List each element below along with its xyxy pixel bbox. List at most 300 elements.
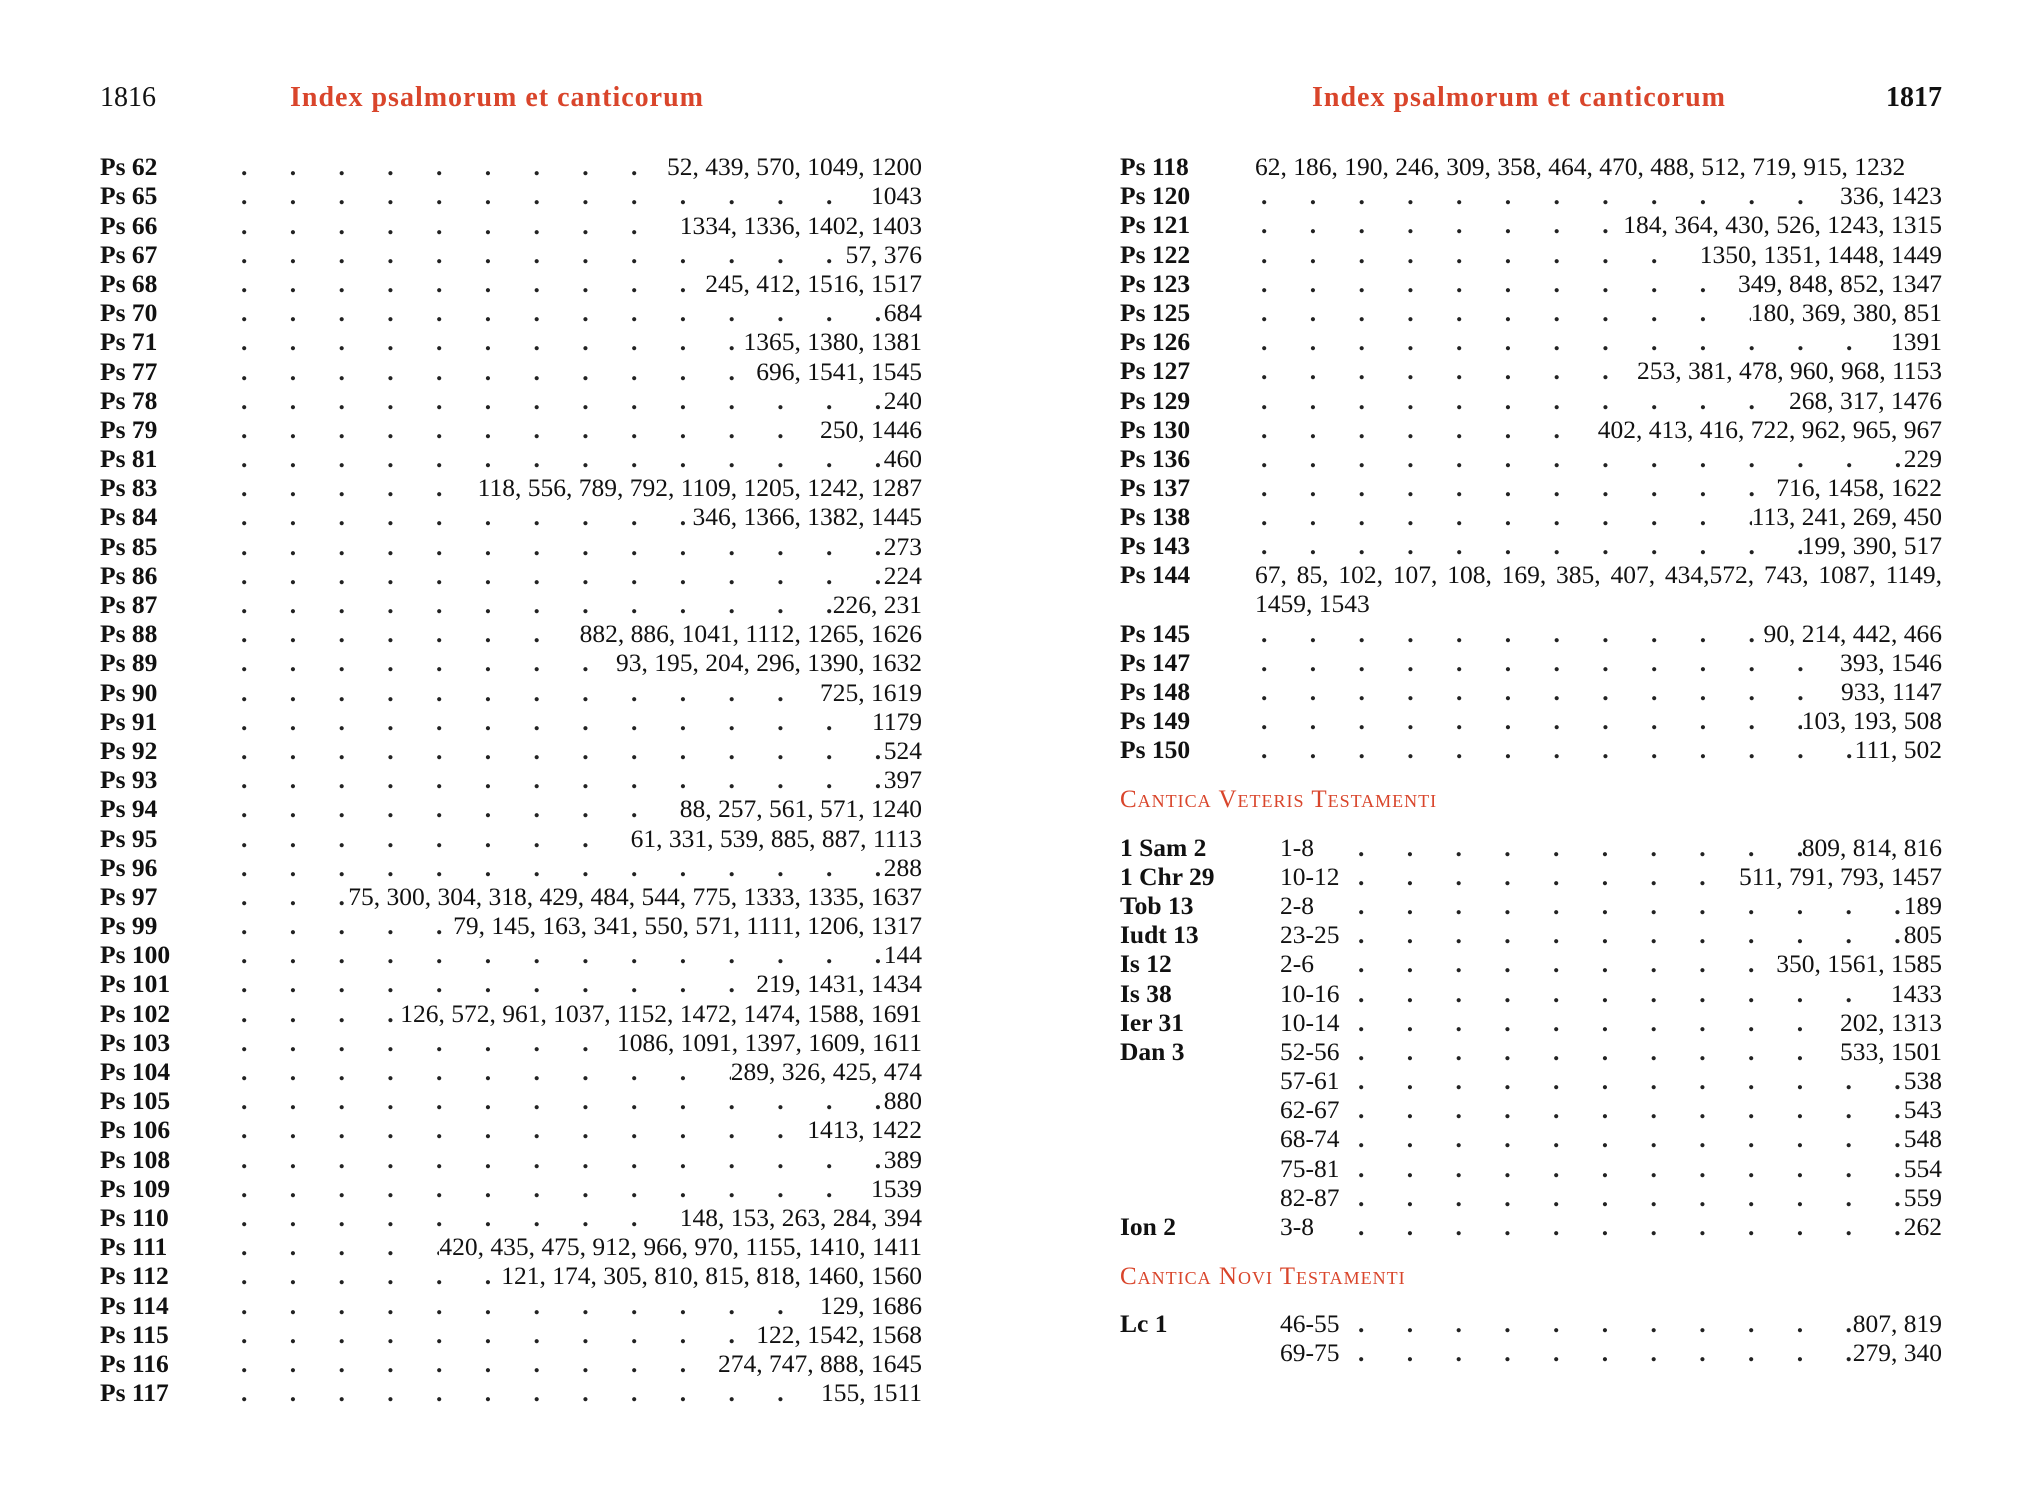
section-title-new-testament: Cantica Novi Testamenti [1120,1263,1406,1290]
dot-leader [235,240,846,269]
page-refs: 118, 556, 789, 792, 1109, 1205, 1242, 1287 [477,473,922,503]
dot-leader [235,911,453,940]
list-item [100,210,922,239]
page-refs: 548 [1903,1124,1942,1154]
dot-leader [235,969,756,998]
psalm-label: Ps 115 [100,1319,169,1349]
list-item [100,1349,922,1378]
list-item [1120,862,1942,891]
page-refs: 554 [1903,1153,1942,1183]
page-refs: 226, 231 [832,590,922,619]
page-refs: 279, 340 [1852,1338,1942,1368]
list-item [100,1057,922,1086]
list-item [1120,1095,1942,1124]
dot-leader [235,1115,807,1144]
list-item [100,736,922,765]
dot-leader [235,1232,439,1261]
list-item [1120,1037,1942,1066]
psalm-label: Ps 99 [100,911,158,941]
canticle-list [1120,1309,1942,1367]
book-label: Ier 31 [1120,1007,1184,1037]
dot-leader [1255,269,1738,298]
dot-leader [235,1203,680,1232]
page-refs: 460 [883,444,922,474]
psalm-label: Ps 67 [100,239,158,269]
psalm-label: Ps 109 [100,1173,171,1203]
dot-leader [235,1174,871,1203]
verse-range: 2-6 [1280,949,1314,979]
page-refs: 245, 412, 1516, 1517 [705,268,922,298]
list-item [1120,385,1942,414]
page-refs: 144 [883,940,922,970]
psalm-index-list [1120,152,1942,1367]
psalm-label: Ps 83 [100,473,158,503]
page-refs: 1539 [871,1173,922,1203]
dot-leader [1350,1066,1904,1095]
verse-range: 69-75 [1280,1338,1340,1368]
dot-leader [235,794,680,823]
psalm-label: Ps 121 [1120,210,1191,240]
list-item [1120,531,1942,560]
dot-leader [1255,444,1904,473]
verse-range: 82-87 [1280,1182,1340,1212]
dot-leader [1350,1309,1853,1338]
dot-leader [235,152,667,181]
running-head: Index psalmorum et canticorum [1312,82,1726,113]
psalm-label: Ps 150 [1120,735,1191,765]
page-refs: 262 [1903,1212,1942,1241]
list-item [100,677,922,706]
psalm-label: Ps 122 [1120,239,1191,269]
psalm-label: Ps 95 [100,823,158,853]
list-item [100,590,922,619]
page-refs: 389 [883,1144,922,1174]
list-item [100,940,922,969]
page-refs: 725, 1619 [820,677,922,707]
list-item [100,444,922,473]
list-item [1120,1212,1942,1241]
psalm-label: Ps 85 [100,531,158,561]
page-refs: 420, 435, 475, 912, 966, 970, 1155, 1410, 1411 [439,1232,922,1262]
page-refs: 274, 747, 888, 1645 [718,1348,922,1378]
list-item [1120,920,1942,949]
list-item [1120,356,1942,385]
page-refs: 1086, 1091, 1397, 1609, 1611 [616,1027,922,1057]
psalm-label: Ps 66 [100,210,158,240]
page-refs: 336, 1423 [1840,181,1942,211]
list-item [1120,949,1942,978]
page-refs: 219, 1431, 1434 [756,969,922,999]
dot-leader [235,940,884,969]
page-refs: 809, 814, 816 [1801,832,1942,862]
list-item [100,1290,922,1319]
page-refs: 184, 364, 430, 526, 1243, 1315 [1623,210,1942,240]
page-refs: 113, 241, 269, 450 [1751,502,1942,532]
page-refs: 122, 1542, 1568 [756,1319,922,1349]
dot-leader [1350,1037,1840,1066]
page-refs: 533, 1501 [1840,1036,1942,1066]
page-refs: 1433 [1891,978,1942,1008]
dot-leader [235,532,884,561]
list-item [1120,1066,1942,1095]
page-number: 1816 [100,82,156,113]
dot-leader [1350,949,1776,978]
book-label: Dan 3 [1120,1036,1185,1066]
page-refs: 273 [883,531,922,561]
list-item [1120,1124,1942,1153]
dot-leader [235,1145,884,1174]
psalm-label: Ps 65 [100,181,158,211]
page-refs: 189 [1903,890,1942,920]
dot-leader [1350,979,1891,1008]
page-refs: 397 [883,765,922,795]
list-item [1120,1008,1942,1037]
list-item [100,998,922,1027]
dot-leader [1255,181,1840,210]
psalm-label: Ps 117 [100,1378,169,1408]
list-item [1120,1153,1942,1182]
page-refs: 61, 331, 539, 885, 887, 1113 [630,823,922,853]
psalm-label: Ps 71 [100,327,158,357]
psalm-label: Ps 104 [100,1057,171,1086]
verse-range: 1-8 [1280,832,1314,862]
list-item [100,415,922,444]
page-refs: 393, 1546 [1840,647,1942,677]
psalm-label: Ps 94 [100,794,158,824]
list-item [1120,677,1942,706]
psalm-label: Ps 129 [1120,385,1191,415]
page-refs: 148, 153, 263, 284, 394 [679,1202,922,1232]
verse-range: 10-14 [1280,1007,1340,1037]
dot-leader [235,269,705,298]
psalm-label: Ps 102 [100,998,171,1028]
psalm-label: Ps 100 [100,940,171,970]
dot-leader [235,473,478,502]
psalm-label: Ps 77 [100,356,158,386]
psalm-label: Ps 149 [1120,706,1191,736]
psalm-label: Ps 78 [100,385,158,415]
page-refs: 805 [1903,920,1942,950]
dot-leader [235,1086,884,1115]
verse-range: 52-56 [1280,1036,1340,1066]
verse-range: 57-61 [1280,1066,1340,1096]
dot-leader [235,502,693,531]
list-item [1120,706,1942,735]
page-refs: 79, 145, 163, 341, 550, 571, 1111, 1206, 1317 [453,911,922,941]
page-refs: 129, 1686 [820,1290,922,1320]
psalm-label: Ps 136 [1120,443,1191,473]
list-item [100,1115,922,1144]
dot-leader [235,882,348,911]
list-item [1120,181,1942,210]
list-item [100,269,922,298]
dot-leader [235,765,884,794]
psalm-label: Ps 123 [1120,268,1191,298]
right-page [1120,0,1942,1500]
page-refs: 346, 1366, 1382, 1445 [692,502,922,532]
list-item [100,1378,922,1407]
page-refs: 1350, 1351, 1448, 1449 [1699,239,1942,269]
dot-leader [1255,619,1764,648]
psalm-label: Ps 62 [100,152,158,182]
dot-leader [235,1320,756,1349]
list-item [1120,210,1942,239]
list-item [1120,444,1942,473]
dot-leader [1350,1095,1904,1124]
psalm-label: Ps 92 [100,735,158,765]
page-refs: 57, 376 [845,239,922,269]
list-item [1120,978,1942,1007]
dot-leader [235,824,631,853]
list-item [100,386,922,415]
dot-leader [1350,1154,1904,1183]
verse-range: 75-81 [1280,1153,1340,1183]
page-refs: 288 [883,852,922,882]
list-item [100,1320,922,1349]
list-item [100,794,922,823]
page-refs: 93, 195, 204, 296, 1390, 1632 [616,648,922,678]
psalm-label: Ps 79 [100,414,158,444]
dot-leader [1350,1338,1853,1367]
page-refs: 882, 886, 1041, 1112, 1265, 1626 [579,619,922,649]
dot-leader [1255,735,1855,764]
page-refs: 180, 369, 380, 851 [1750,297,1942,327]
dot-leader [1350,920,1904,949]
page-refs: 103, 193, 508 [1801,706,1942,736]
page-refs: 538 [1903,1066,1942,1096]
dot-leader [235,1291,820,1320]
page-refs: 880 [883,1086,922,1116]
page-refs: 696, 1541, 1545 [756,356,922,386]
psalm-label: Ps 112 [100,1261,169,1291]
list-item [100,707,922,736]
verse-range: 23-25 [1280,920,1340,950]
psalm-label: Ps 143 [1120,531,1191,561]
list-item [100,531,922,560]
dot-leader [235,853,884,882]
psalm-label: Ps 88 [100,619,158,649]
dot-leader [235,444,884,473]
page-refs: 121, 174, 305, 810, 815, 818, 1460, 1560 [501,1261,922,1291]
page-refs: 268, 317, 1476 [1789,385,1942,415]
page-refs: 350, 1561, 1585 [1776,949,1942,979]
psalm-refs: 67, 85, 102, 107, 108, 169, 385, 407, 434,572, 743, 1087, 1149, 1459, 1543 [1255,560,1942,619]
list-item [1120,239,1942,268]
psalm-label: Ps 114 [100,1290,169,1320]
list-item [100,1174,922,1203]
list-item [1120,832,1942,861]
dot-leader [235,386,884,415]
list-item [100,1086,922,1115]
book-label: Iudt 13 [1120,920,1199,950]
list-item [1120,560,1942,618]
book-label: Ion 2 [1120,1212,1176,1241]
dot-leader [1350,862,1739,891]
page-refs: 88, 257, 561, 571, 1240 [679,794,922,824]
list-item [100,502,922,531]
dot-leader [1255,298,1751,327]
dot-leader [235,357,756,386]
dot-leader [1350,1183,1904,1212]
book-label: 1 Sam 2 [1120,832,1207,862]
psalm-index-list [100,152,922,1407]
dot-leader [235,736,884,765]
page-refs: 1043 [871,181,922,211]
page-refs: 229 [1903,443,1942,473]
verse-range: 3-8 [1280,1212,1314,1241]
verse-range: 10-16 [1280,978,1340,1008]
dot-leader [1255,386,1789,415]
psalm-label: Ps 96 [100,852,158,882]
dot-leader [1350,1124,1904,1153]
dot-leader [1255,677,1841,706]
psalm-label: Ps 137 [1120,473,1191,503]
dot-leader [1350,1212,1904,1241]
running-head: Index psalmorum et canticorum [290,82,704,113]
psalm-label: Ps 108 [100,1144,171,1174]
psalm-label: Ps 130 [1120,414,1191,444]
dot-leader [235,298,884,327]
page-refs: 1365, 1380, 1381 [743,327,922,357]
psalm-label: Ps 125 [1120,297,1191,327]
list-item [1120,327,1942,356]
dot-leader [235,211,680,240]
verse-range: 10-12 [1280,861,1340,891]
page-refs: 111, 502 [1854,735,1942,765]
left-page [100,0,922,1500]
psalm-label: Ps 91 [100,706,158,736]
page-number: 1817 [1886,82,1942,113]
list-item [1120,415,1942,444]
psalm-label: Ps 118 [1120,152,1189,181]
page-refs: 126, 572, 961, 1037, 1152, 1472, 1474, 1588, 1691 [400,998,922,1028]
psalm-label: Ps 105 [100,1086,171,1116]
list-item [100,648,922,677]
page-refs: 524 [883,735,922,765]
list-item [1120,502,1942,531]
page-refs: 1413, 1422 [807,1115,922,1145]
dot-leader [235,707,872,736]
dot-leader [235,1349,718,1378]
book-label: Is 38 [1120,978,1172,1008]
dot-leader [1255,531,1802,560]
list-item [1120,152,1942,181]
page-refs: 1391 [1891,327,1942,357]
psalm-label: Ps 127 [1120,356,1191,386]
psalm-refs: 62, 186, 190, 246, 309, 358, 464, 470, 488, 512, 719, 915, 1232 [1255,152,1906,181]
dot-leader [235,619,580,648]
book-label: Is 12 [1120,949,1172,979]
list-item [100,240,922,269]
dot-leader [235,590,833,619]
page-refs: 1179 [871,706,922,736]
dot-leader [1255,706,1802,735]
page-refs: 807, 819 [1852,1309,1942,1339]
psalm-label: Ps 90 [100,677,158,707]
dot-leader [235,415,820,444]
dot-leader [1255,210,1623,239]
psalm-label: Ps 84 [100,502,158,532]
list-item [1120,735,1942,764]
verse-range: 2-8 [1280,890,1314,920]
book-label: Lc 1 [1120,1309,1168,1339]
dot-leader [235,678,820,707]
list-item [100,853,922,882]
dot-leader [235,181,871,210]
psalm-label: Ps 103 [100,1027,171,1057]
list-item [100,181,922,210]
dot-leader [235,999,400,1028]
page-refs: 240 [883,385,922,415]
page-refs: 155, 1511 [820,1378,922,1408]
page-refs: 52, 439, 570, 1049, 1200 [667,152,922,182]
psalm-label: Ps 144 [1120,560,1191,590]
list-item [1120,1309,1942,1338]
list-item [1120,648,1942,677]
list-item [1120,1183,1942,1212]
page-refs: 224 [883,560,922,590]
page-refs: 289, 326, 425, 474 [730,1057,922,1086]
list-item [100,356,922,385]
page-refs: 559 [1903,1182,1942,1212]
page-refs: 349, 848, 852, 1347 [1738,268,1942,298]
dot-leader [1255,648,1840,677]
psalm-label: Ps 148 [1120,677,1191,706]
list-item [100,911,922,940]
page-refs: 402, 413, 416, 722, 962, 965, 967 [1597,414,1942,444]
psalm-label: Ps 86 [100,560,158,590]
list-item [100,561,922,590]
list-item [100,969,922,998]
list-item [100,1232,922,1261]
list-item [100,765,922,794]
book-label: 1 Chr 29 [1120,861,1215,891]
psalm-label: Ps 97 [100,881,158,911]
dot-leader [1350,1008,1840,1037]
psalm-label: Ps 126 [1120,327,1191,357]
page-refs: 1334, 1336, 1402, 1403 [679,210,922,240]
list-item [100,327,922,356]
psalm-label: Ps 120 [1120,181,1191,211]
dot-leader [235,1261,501,1290]
book-label: Tob 13 [1120,890,1194,920]
page-refs: 716, 1458, 1622 [1776,473,1942,503]
list-item [1120,891,1942,920]
psalm-label: Ps 138 [1120,502,1191,532]
page-refs: 543 [1903,1095,1942,1125]
dot-leader [1350,891,1904,920]
list-item [100,1144,922,1173]
list-item [1120,1338,1942,1367]
psalm-label: Ps 89 [100,648,158,678]
list-item [100,298,922,327]
page-refs: 933, 1147 [1840,677,1942,706]
page-refs: 90, 214, 442, 466 [1763,618,1942,648]
page-refs: 199, 390, 517 [1801,531,1942,561]
dot-leader [1255,240,1700,269]
list-item [100,1261,922,1290]
page-refs: 684 [883,298,922,328]
list-item [1120,618,1942,647]
canticle-list [1120,832,1942,1241]
list-item [100,152,922,181]
verse-range: 68-74 [1280,1124,1340,1154]
dot-leader [1255,502,1752,531]
list-item [100,882,922,911]
psalm-label: Ps 81 [100,444,158,474]
verse-range: 46-55 [1280,1309,1340,1339]
psalm-label: Ps 145 [1120,618,1191,648]
